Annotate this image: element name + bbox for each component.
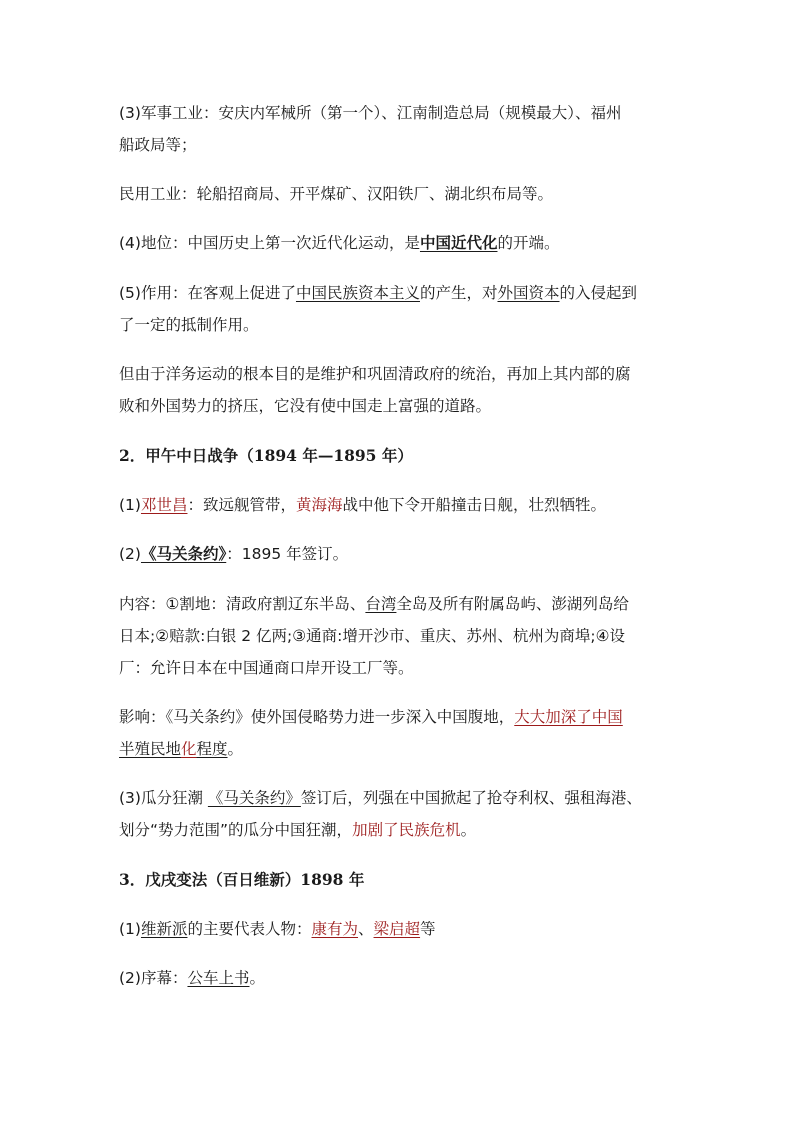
heading-text: 2．甲午中日战争（1894 年—1895 年） [119, 446, 413, 465]
text: 。 [249, 969, 265, 987]
text: 的主要代表人物： [187, 920, 312, 938]
partition-line-1 [119, 782, 689, 814]
reformers-line [119, 913, 689, 945]
highlight-term: 梁启超 [373, 920, 421, 938]
treaty-line [119, 538, 689, 570]
text: 但由于洋务运动的根本目的是维护和巩固清政府的统治，再加上其内部的腐 [119, 365, 631, 383]
text: (1) [119, 920, 141, 938]
text: 内容：①割地：清政府割辽东半岛、 [119, 595, 366, 613]
text: 影响：《马关条约》使外国侵略势力进一步深入中国腹地， [119, 708, 515, 726]
text: ：致远舰管带， [187, 496, 296, 514]
text: 的入侵起到 [559, 284, 638, 302]
underlined-term: 半殖民地 [119, 740, 182, 758]
text: (3)军事工业：安庆内军械所（第一个）、江南制造总局（规模最大）、福州 [119, 104, 622, 122]
effect-line-2 [119, 309, 689, 341]
underlined-term: 中国民族资本主义 [295, 284, 420, 302]
text: (1) [119, 496, 141, 514]
text: 战中他下令开船撞击日舰，壮烈牺牲。 [342, 496, 607, 514]
underlined-term: 中国近代化 [419, 234, 498, 252]
military-industry-line-2 [119, 129, 689, 161]
text: (2) [119, 545, 141, 563]
text: (5)作用：在客观上促进了 [119, 284, 296, 302]
highlight-term: 大大加深了中国 [514, 708, 623, 726]
heading-text: 3．戊戌变法（百日维新）1898 年 [119, 870, 365, 889]
underlined-term: 邓世昌 [140, 496, 188, 514]
impact-line-1 [119, 701, 689, 733]
text: 厂：允许日本在中国通商口岸开设工厂等。 [119, 659, 414, 677]
underlined-term: 外国资本 [497, 284, 560, 302]
highlight-term: 黄海海 [296, 496, 343, 514]
text: 。 [460, 821, 477, 839]
underlined-term: 《马关条约》 [207, 789, 301, 807]
prelude-line [119, 962, 689, 994]
treaty-content-line-1 [119, 588, 689, 620]
text: 的开端。 [497, 234, 560, 252]
status-line [119, 227, 689, 259]
effect-line-1 [119, 277, 689, 309]
text: 划分“势力范围”的瓜分中国狂潮， [119, 821, 353, 839]
text: 等 [420, 920, 436, 938]
text: ：1895 年签订。 [226, 545, 349, 563]
treaty-content-line-2 [119, 620, 689, 652]
failure-line-1 [119, 358, 689, 390]
deng-shichang-line [119, 489, 689, 521]
highlight-term: 康有为 [311, 920, 359, 938]
underlined-term: 《马关条约》 [140, 545, 227, 563]
text: (4)地位：中国历史上第一次近代化运动，是 [119, 234, 420, 252]
text: 的产生，对 [419, 284, 498, 302]
text: 。 [227, 740, 244, 758]
text: 全岛及所有附属岛屿、澎湖列岛给 [396, 595, 629, 613]
highlight-term: 加剧了民族危机 [352, 821, 461, 839]
text: 、 [358, 920, 374, 938]
section-heading-hundred-days-reform [119, 864, 689, 896]
underlined-term: 程度 [196, 740, 228, 758]
text: (3)瓜分狂潮 [119, 789, 208, 807]
text: 日本;②赔款:白银 2 亿两;③通商:增开沙市、重庆、苏州、杭州为商埠;④设 [119, 627, 626, 645]
civil-industry-line [119, 178, 689, 210]
text: 败和外国势力的挤压，它没有使中国走上富强的道路。 [119, 397, 492, 415]
partition-line-2 [119, 814, 689, 846]
section-heading-sino-japanese-war [119, 440, 689, 472]
text: 了一定的抵制作用。 [119, 316, 259, 334]
highlight-term: 化 [181, 740, 197, 758]
text: 民用工业：轮船招商局、开平煤矿、汉阳铁厂、湖北织布局等。 [119, 185, 554, 203]
impact-line-2 [119, 733, 689, 765]
failure-line-2 [119, 390, 689, 422]
text: 船政局等； [119, 136, 197, 154]
text: (2)序幕： [119, 969, 188, 987]
text: 签订后，列强在中国掀起了抢夺利权、强租海港、 [300, 789, 642, 807]
underlined-term: 公车上书 [187, 969, 250, 987]
underlined-term: 维新派 [140, 920, 188, 938]
military-industry-line-1 [119, 97, 689, 129]
treaty-content-line-3 [119, 652, 689, 684]
underlined-term: 台湾 [365, 595, 397, 613]
